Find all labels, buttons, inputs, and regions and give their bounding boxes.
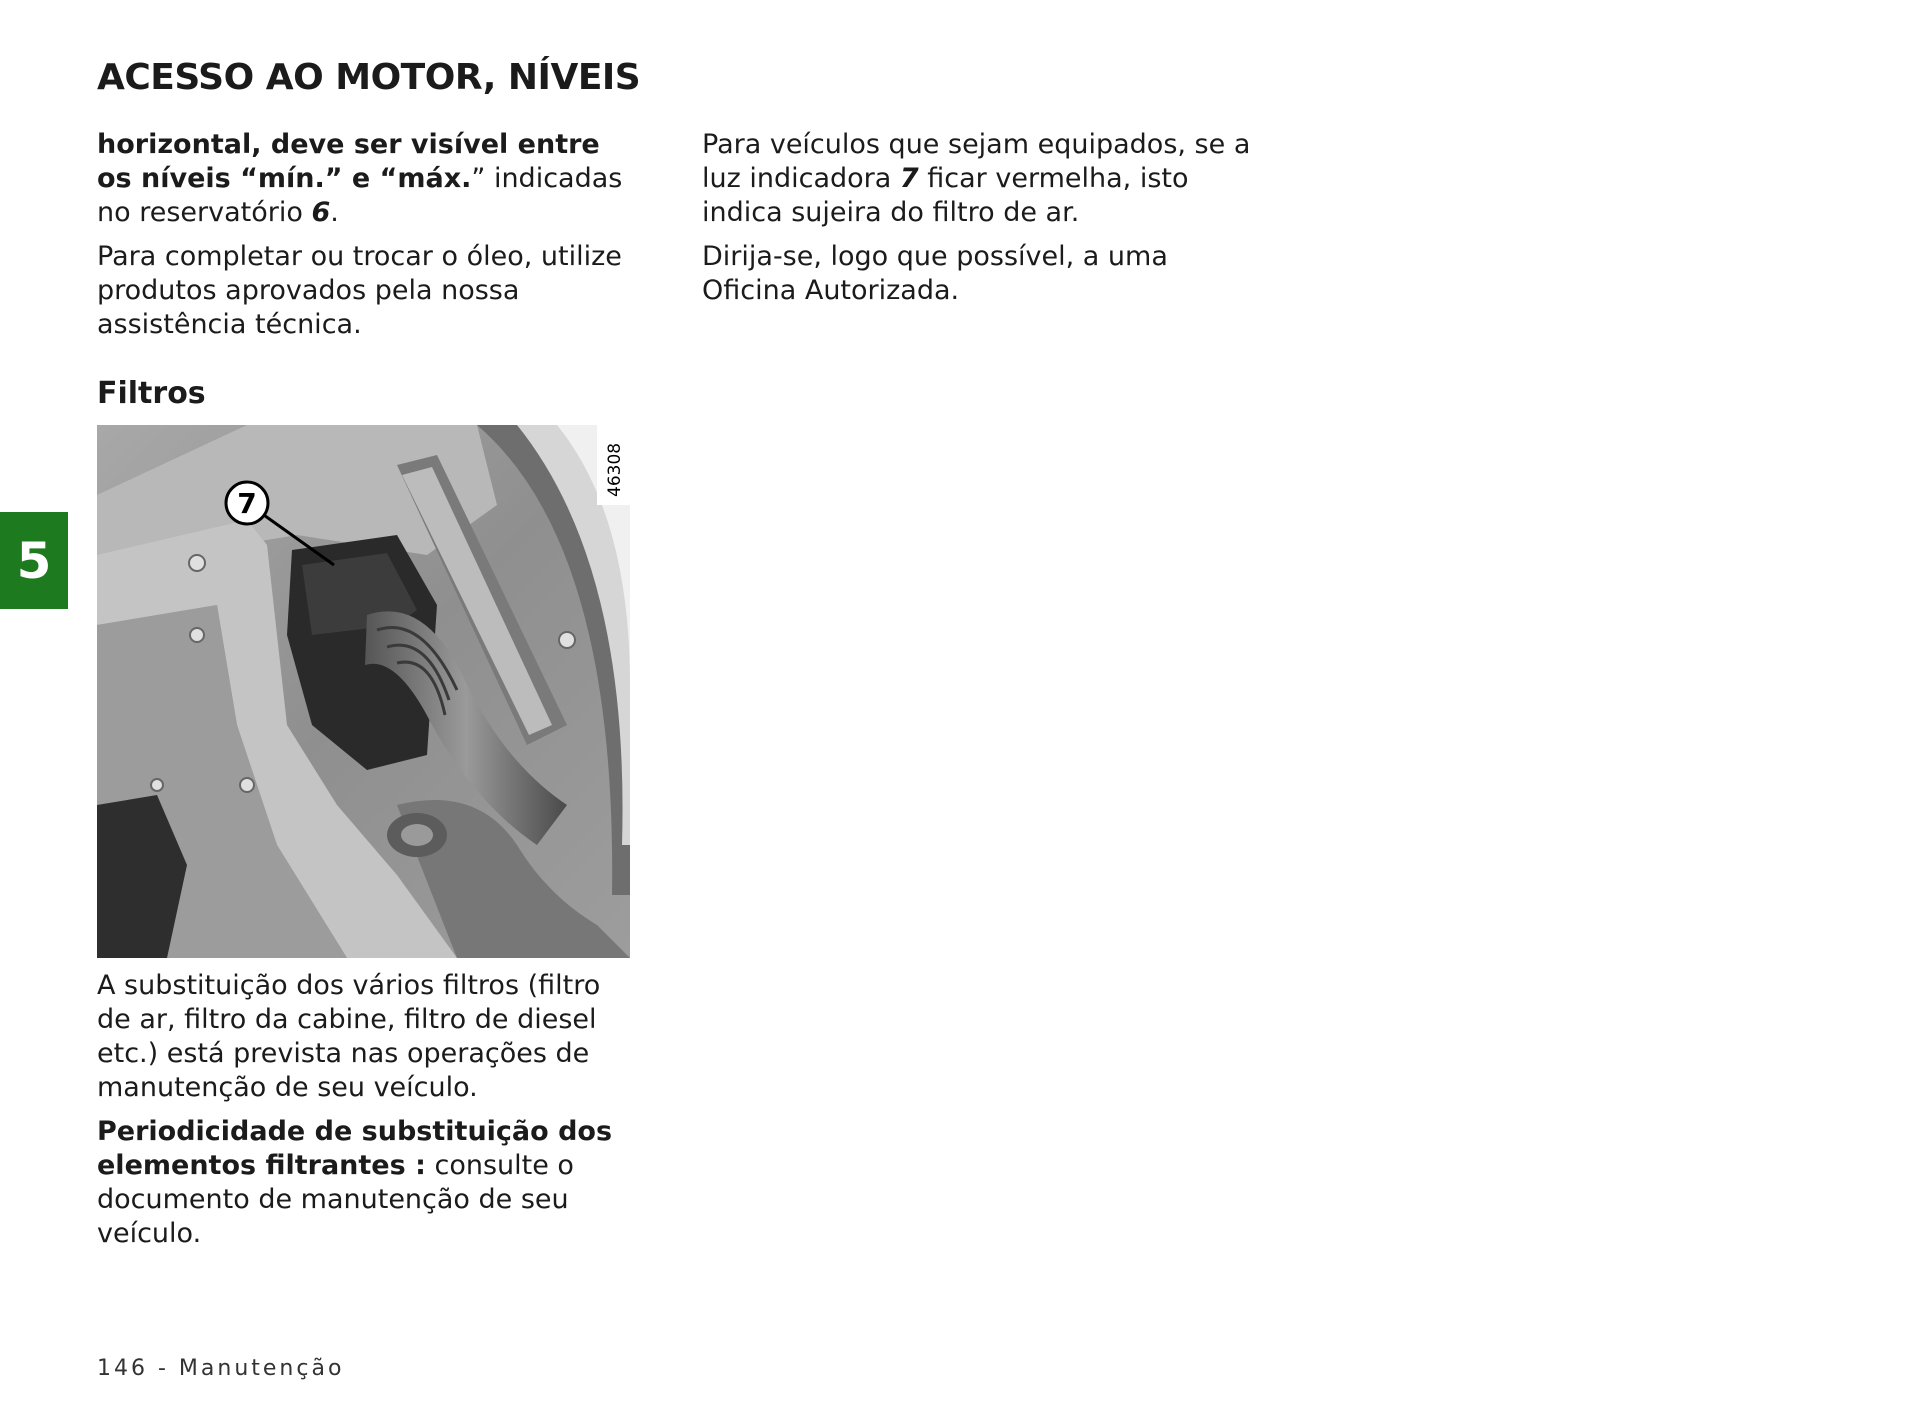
oil-level-bold-text: horizontal, deve ser visível entre os níveis “mín.” e “máx. — [97, 129, 600, 194]
left-column-top — [97, 128, 642, 352]
oil-level-paragraph — [97, 128, 642, 230]
callout-label: 7 — [237, 487, 257, 520]
oil-level-text: ” indicadas no reservatório — [97, 163, 623, 228]
reservoir-reference: 6 — [311, 197, 331, 228]
page-footer: 146 - Manutenção — [97, 1356, 345, 1381]
filtros-heading: Filtros — [97, 376, 206, 411]
page-title: ACESSO AO MOTOR, NÍVEIS — [97, 57, 641, 98]
oil-products-paragraph: Para completar ou trocar o óleo, utilize produtos aprovados pela nossa assistência técnica. — [97, 241, 622, 340]
oil-level-end: . — [330, 197, 339, 228]
engine-figure — [97, 425, 630, 958]
periodicity-paragraph — [97, 1115, 642, 1251]
periodicity-bold-text: Periodicidade de substituição dos elementos filtrantes : — [97, 1116, 613, 1181]
indicator-text-a: Para veículos que sejam equipados, se a luz indicadora — [702, 129, 1251, 194]
periodicity-text: consulte o documento de manutenção de seu veículo. — [97, 1150, 574, 1249]
filters-paragraph: A substituição dos vários filtros (filtro de ar, filtro da cabine, filtro de diesel etc.) está prevista nas operações de manutenção de seu veículo. — [97, 970, 601, 1103]
indicator-text-b: ficar vermelha, isto indica sujeira do filtro de ar. — [702, 163, 1189, 228]
left-column-bottom — [97, 969, 642, 1261]
engine-illustration — [97, 425, 630, 958]
workshop-paragraph: Dirija-se, logo que possível, a uma Oficina Autorizada. — [702, 241, 1168, 306]
figure-reference-number: 46308 — [605, 442, 625, 497]
indicator-reference: 7 — [899, 163, 919, 194]
chapter-number: 5 — [16, 531, 52, 590]
indicator-paragraph — [702, 128, 1262, 230]
chapter-tab — [0, 512, 68, 609]
right-column — [702, 128, 1262, 318]
